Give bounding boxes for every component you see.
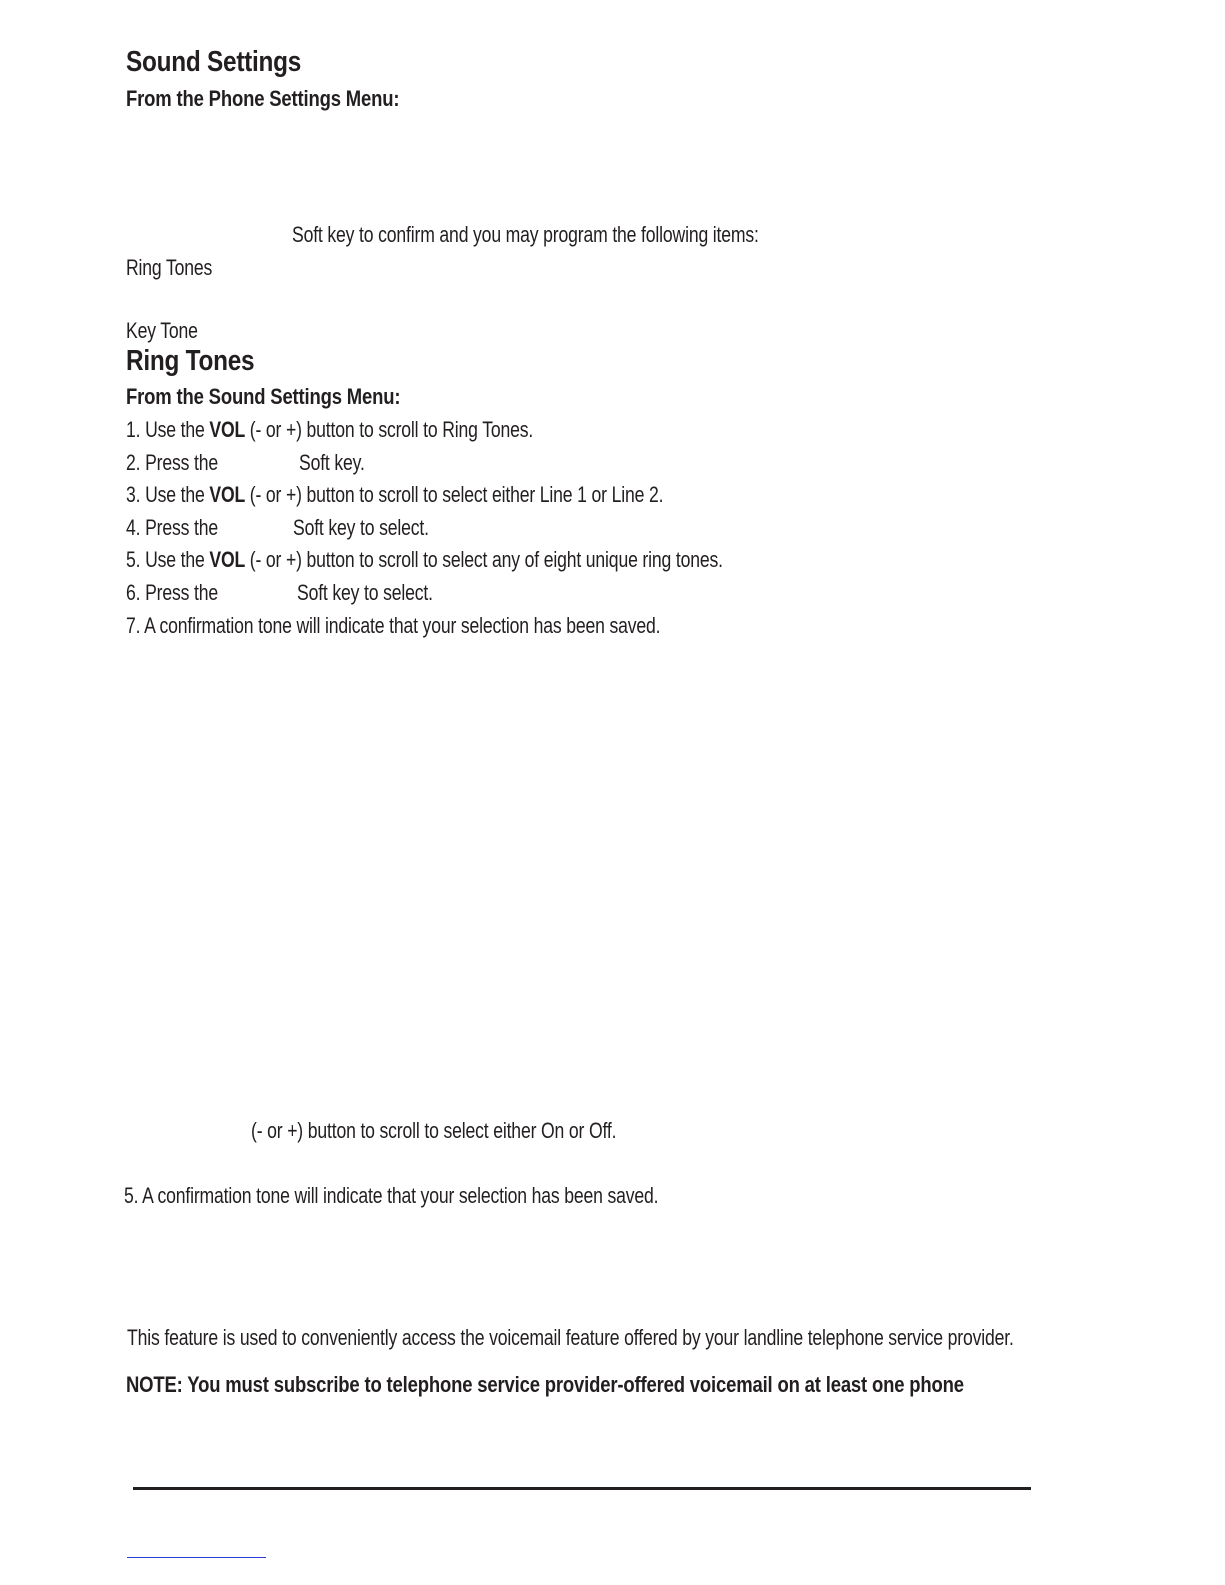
step-1 [126, 417, 533, 443]
step-text: 1. Use the [126, 417, 210, 442]
phone-settings-menu-heading: From the Phone Settings Menu: [126, 86, 400, 111]
step-text: 2. Press the [126, 450, 218, 475]
item-ring-tones: Ring Tones [126, 255, 213, 280]
vol-label: VOL [209, 547, 246, 572]
link-underline [127, 1557, 266, 1558]
step-text: 3. Use the [126, 482, 210, 507]
confirm-instruction: Soft key to confirm and you may program the following items: [292, 222, 759, 247]
step-text: 4. Press the [126, 515, 218, 540]
voicemail-description: This feature is used to conveniently access the voicemail feature offered by your landline telephone service provider. [127, 1325, 1014, 1350]
item-key-tone: Key Tone [126, 318, 198, 343]
vol-label: VOL [209, 482, 246, 507]
step-text: 5. Use the [126, 547, 210, 572]
vol-label: VOL [209, 417, 246, 442]
step-text: (- or +) button to scroll to select any of eight unique ring tones. [245, 547, 723, 572]
step-text: 6. Press the [126, 580, 218, 605]
voicemail-note: NOTE: You must subscribe to telephone service provider-offered voicemail on at least one phone [126, 1372, 964, 1397]
step-text: Soft key to select. [293, 515, 429, 540]
key-tone-scroll-step: (- or +) button to scroll to select either On or Off. [251, 1118, 617, 1143]
footer-rule [133, 1487, 1031, 1490]
step-text: Soft key. [299, 450, 365, 475]
sound-settings-menu-heading: From the Sound Settings Menu: [126, 384, 401, 409]
key-tone-confirm-step: 5. A confirmation tone will indicate that your selection has been saved. [124, 1183, 659, 1208]
step-text: (- or +) button to scroll to select either Line 1 or Line 2. [245, 482, 664, 507]
step-text: (- or +) button to scroll to Ring Tones. [245, 417, 534, 442]
step-3 [126, 482, 663, 508]
step-text: Soft key to select. [297, 580, 433, 605]
step-7: 7. A confirmation tone will indicate that your selection has been saved. [126, 613, 661, 638]
page-title: Sound Settings [126, 46, 302, 78]
step-5 [126, 547, 723, 573]
ring-tones-heading: Ring Tones [126, 345, 255, 377]
